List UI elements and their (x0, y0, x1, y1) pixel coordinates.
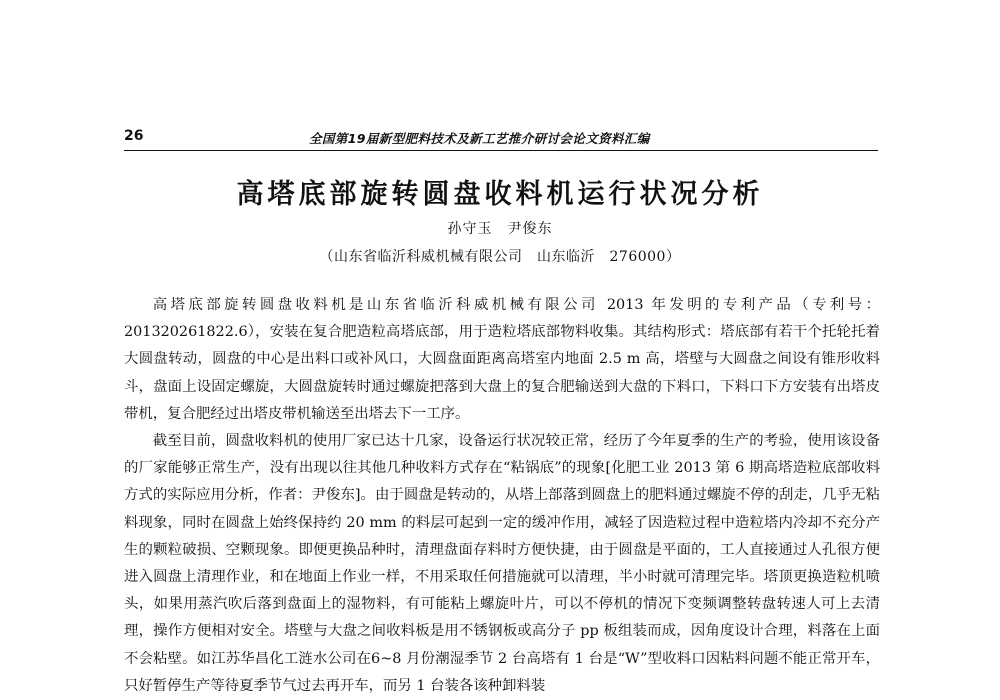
body-paragraph: 高塔底部旋转圆盘收料机是山东省临沂科威机械有限公司 2013 年发明的专利产品（专利号：201320261822.6），安装在复合肥造粒高塔底部，用于造粒塔底部物料收集。其结构形式：塔底部有若干个托轮托着大圆盘转动，圆盘的中心是出料口或补风口，大圆盘面距离高塔室内地面 2.5 m 高，塔壁与大圆盘之间设有锥形收料斗，盘面上设固定螺旋，大圆盘旋转时通过螺旋把落到大盘上的复合肥输送到大盘的下料口，下料口下方安装有出塔皮带机，复合肥经过出塔皮带机输送至出塔去下一工序。 (124, 297, 880, 422)
body-paragraph: 截至目前，圆盘收料机的使用厂家已达十几家，设备运行状况较正常，经历了今年夏季的生产的考验，使用该设备的厂家能够正常生产，没有出现以往其他几种收料方式存在“粘锅底”的现象[化肥工业 2013 第 6 期高塔造粒底部收料方式的实际应用分析，作者：尹俊东]。由于圆盘是转动的，从塔上部落到圆盘上的肥料通过螺旋不停的刮走，几乎无粘料现象，同时在圆盘上始终保持约 20 mm 的料层可起到一定的缓冲作用，减轻了因造粒过程中造粒塔内冷却不充分产生的颗粒破损、空颗现象。即便更换品种时，清理盘面存料时方便快捷，由于圆盘是平面的，工人直接通过人孔很方便进入圆盘上清理作业，和在地面上作业一样，不用采取任何措施就可以清理，半小时就可清理完毕。塔顶更换造粒机喷头，如果用蒸汽吹后落到盘面上的湿物料，有可能粘上螺旋叶片，可以不停机的情况下变频调整转盘转速人可上去清理，操作方便相对安全。塔壁与大盘之间收料板是用不锈钢板或高分子 pp 板组装而成，因角度设计合理，料落在上面不会粘壁。如江苏华昌化工涟水公司在6~8 月份潮湿季节 2 台高塔有 1 台是“W”型收料口因粘料问题不能正常开车，只好暂停生产等待夏季节气过去再开车，而另 1 台装各该种卸料装 (124, 433, 880, 694)
page-header (124, 128, 878, 150)
article-affiliation: （山东省临沂科威机械有限公司 山东临沂 276000） (319, 249, 681, 265)
page-number: 26 (124, 128, 144, 144)
article-authors: 孙守玉 尹俊东 (447, 221, 553, 237)
header-divider (124, 150, 878, 151)
running-title: 全国第19届新型肥料技术及新工艺推介研讨会论文资料汇编 (309, 131, 650, 146)
article-body (124, 292, 880, 700)
article-title: 高塔底部旋转圆盘收料机运行状况分析 (236, 179, 764, 210)
